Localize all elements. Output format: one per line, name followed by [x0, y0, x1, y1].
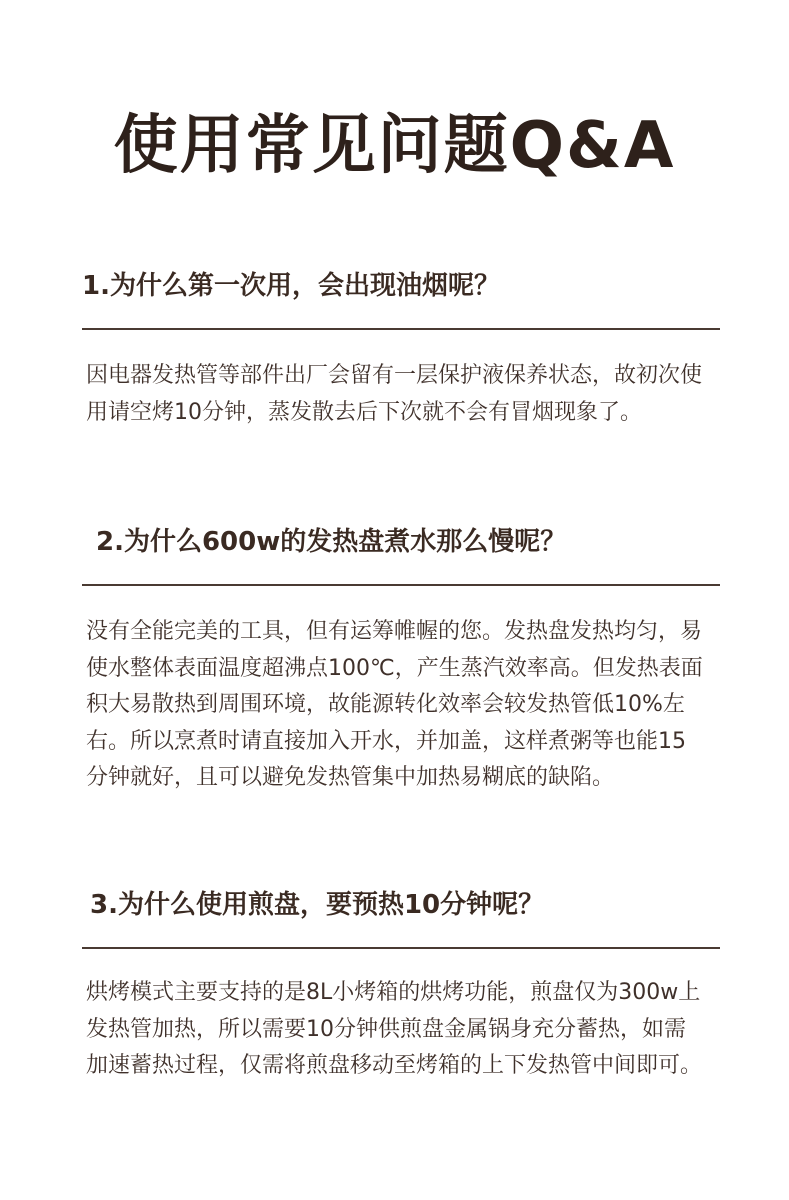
qa-divider	[82, 947, 720, 949]
qa-item-3	[82, 885, 722, 1085]
qa-question: 1.为什么第一次用，会出现油烟呢？	[82, 271, 500, 301]
qa-answer: 没有全能完美的工具，但有运筹帷幄的您。发热盘发热均匀，易使水整体表面温度超沸点100℃，产生蒸汽效率高。但发热表面积大易散热到周围环境，故能源转化效率会较发热管低10%左右。所以烹煮时请直接加入开水，并加盖，这样煮粥等也能15分钟就好，且可以避免发热管集中加热易糊底的缺陷。	[86, 619, 703, 790]
qa-question: 3.为什么使用煎盘，要预热10分钟呢？	[90, 890, 545, 920]
qa-question: 2.为什么600w的发热盘煮水那么慢呢？	[96, 527, 567, 557]
qa-answer: 因电器发热管等部件出厂会留有一层保护液保养状态，故初次使用请空烤10分钟，蒸发散去后下次就不会有冒烟现象了。	[86, 363, 703, 425]
qa-item-1	[82, 266, 722, 431]
qa-answer: 烘烤模式主要支持的是8L小烤箱的烘烤功能，煎盘仅为300w上发热管加热，所以需要10分钟供煎盘金属锅身充分蓄热，如需加速蓄热过程，仅需将煎盘移动至烤箱的上下发热管中间即可。	[86, 980, 703, 1078]
page-title: 使用常见问题Q&A	[113, 109, 676, 183]
qa-divider	[82, 328, 720, 330]
qa-item-2	[82, 522, 722, 797]
qa-divider	[82, 584, 720, 586]
